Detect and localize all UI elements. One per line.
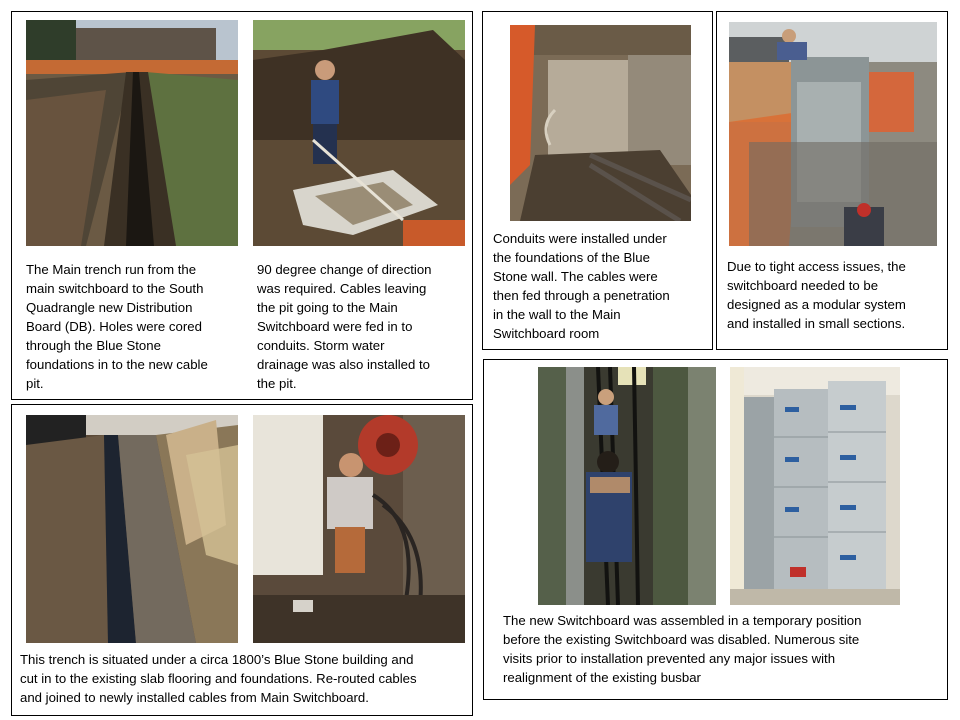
photo-trench-under-building [26, 415, 238, 643]
photo-conduits-under-wall [510, 25, 691, 221]
caption-new-switchboard: The new Switchboard was assembled in a temporary position before the existing Switchboard was disabled. Numerous site visits prior to installation prevented any major issues with realignment of the existing busbar [503, 613, 862, 685]
caption-conduits: Conduits were installed under the foundations of the Blue Stone wall. The cables were then fed through a penetration in the wall to the Main Switchboard room [493, 231, 670, 341]
panel-modular-switchboard [716, 11, 948, 350]
photo-new-switchboard [730, 367, 900, 605]
caption-cable-pit: 90 degree change of direction was required. Cables leaving the pit going to the Main Switchboard were fed in to conduits. Storm water drainage was also installed to the pit. [257, 262, 432, 391]
caption-slab-trench: This trench is situated under a circa 1800’s Blue Stone building and cut in to the existing slab flooring and foundations. Re-routed cables and joined to newly installed cables from Main Switchboard. [20, 652, 417, 705]
photo-switchboard-section-lowered [729, 22, 937, 246]
panel-slab-trench [11, 404, 473, 716]
photo-cable-pit-worker [253, 20, 465, 246]
photo-main-trench-run [26, 20, 238, 246]
panel-new-switchboard [483, 359, 948, 700]
panel-conduits [482, 11, 713, 350]
caption-main-trench: The Main trench run from the main switchboard to the South Quadrangle new Distribution Board (DB). Holes were cored through the Blue Stone foundations in to the new cable pit. [26, 262, 208, 391]
caption-modular-switchboard: Due to tight access issues, the switchboard needed to be designed as a modular system and installed in small sections. [727, 259, 906, 331]
photo-rerouting-cables [253, 415, 465, 643]
photo-cable-tray-installation [538, 367, 716, 605]
panel-main-trench [11, 11, 473, 400]
